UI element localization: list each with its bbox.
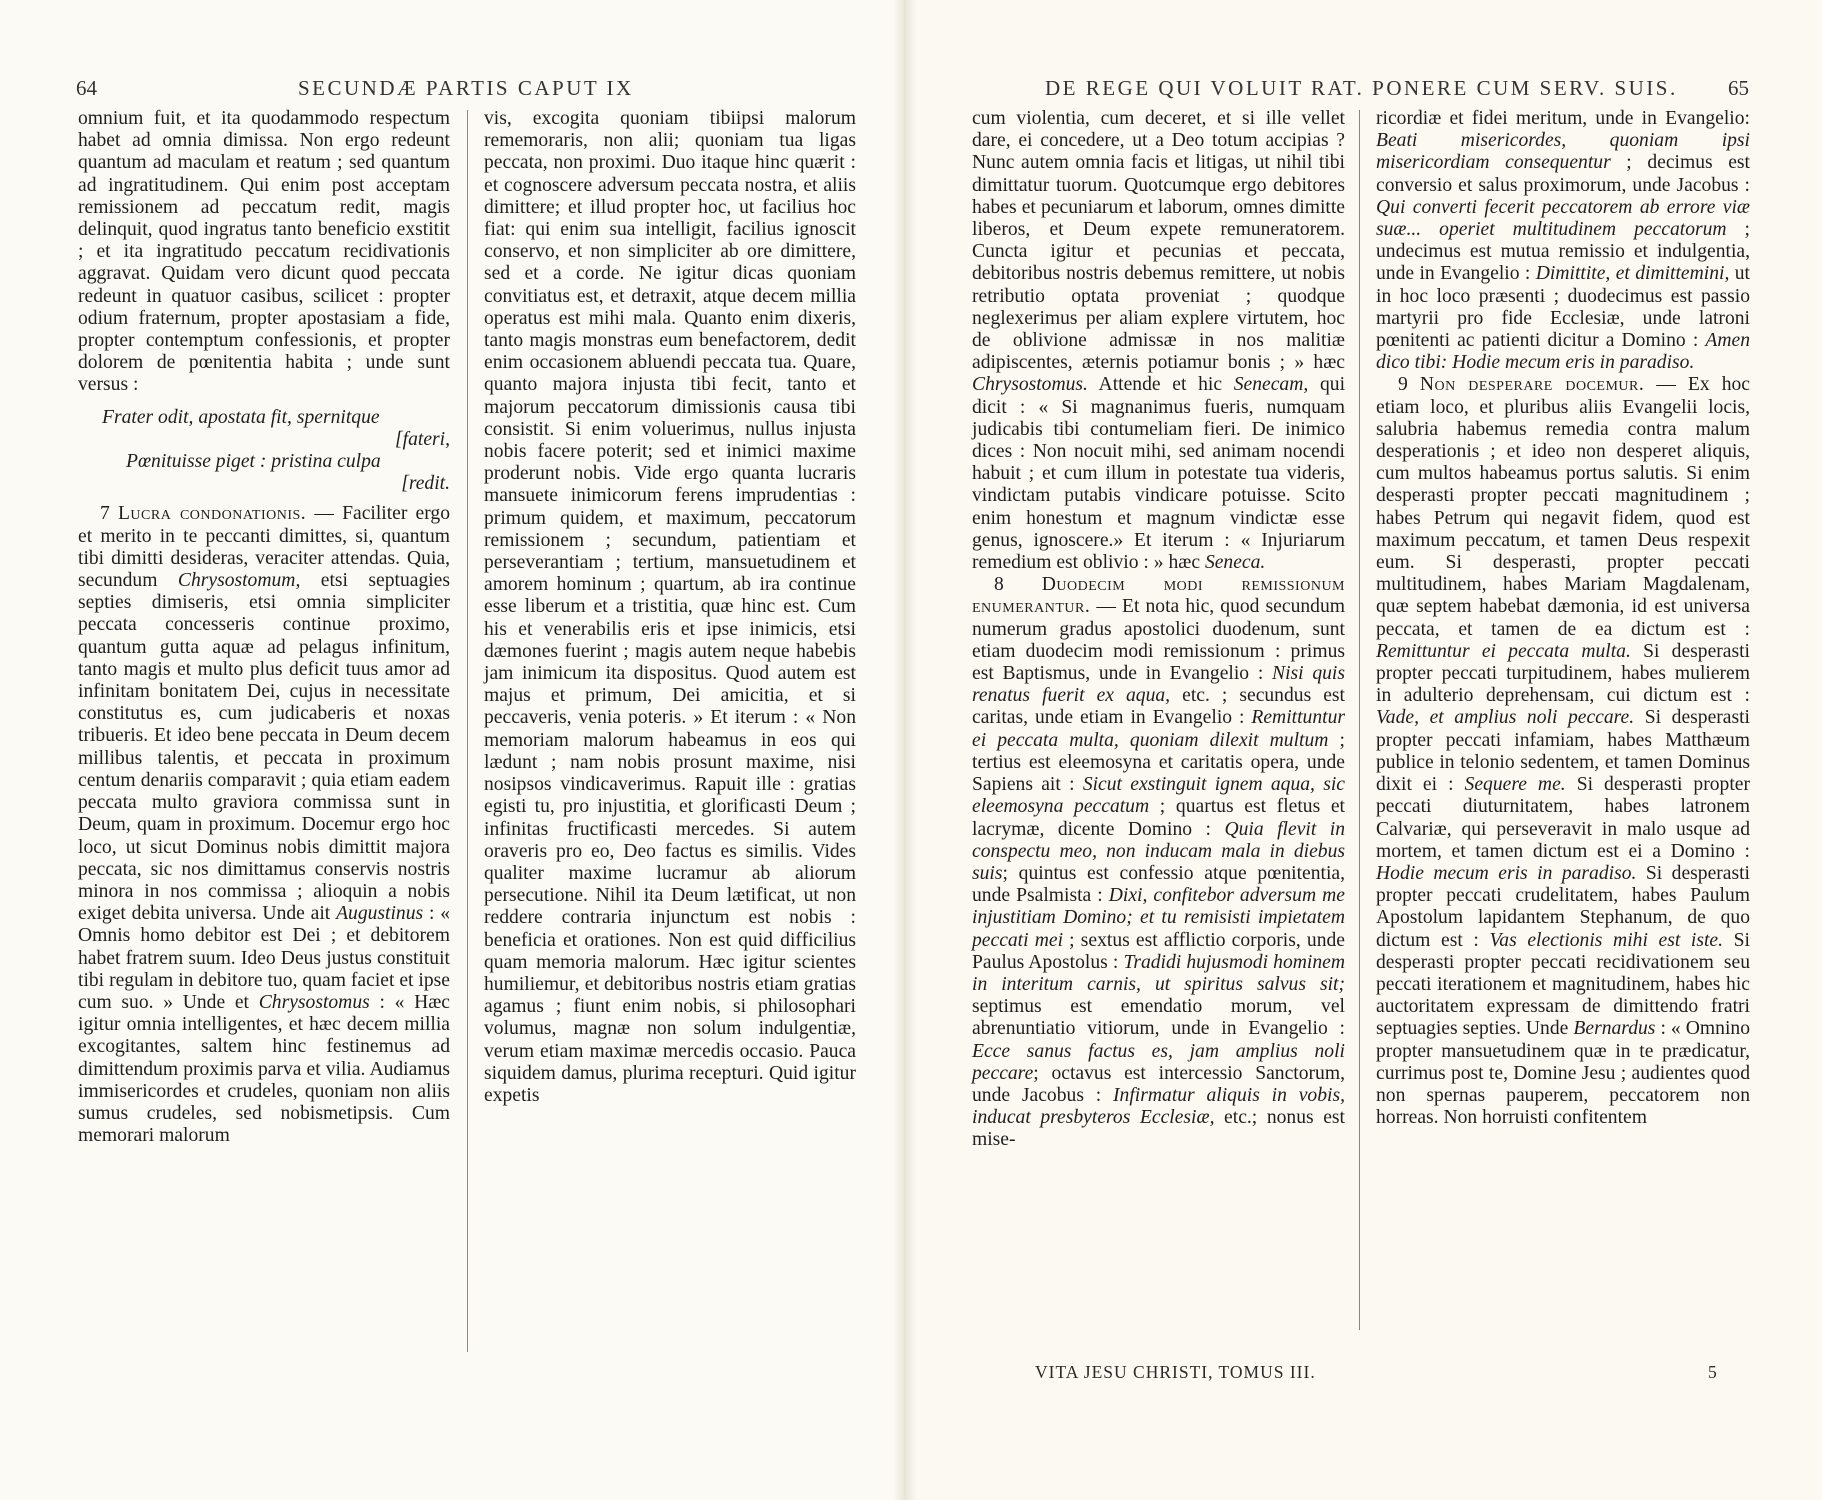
text-run: Si desperasti propter peccati diuturnitatem, habes latronem Calvariæ, qui perseveravit in malo usque ad mortem, et tamen dictum est ei a Domino :	[1376, 774, 1750, 862]
italic-text: Dimittite, et dimittemini,	[1535, 263, 1730, 285]
signature-mark: 5	[1708, 1362, 1718, 1382]
text-run: septimus est emendatio morum, vel abrenuntiatio vitiorum, unde in Evangelio :	[972, 996, 1345, 1040]
page-number-left: 64	[76, 76, 97, 100]
italic-text: Vade, et amplius noli peccare.	[1376, 707, 1635, 729]
footer-title: VITA JESU CHRISTI, TOMUS III.	[1035, 1362, 1316, 1382]
italic-text: Remittuntur ei peccata multa.	[1376, 640, 1631, 662]
text-run: ricordiæ et fidei meritum, unde in Evangelio:	[1376, 108, 1750, 129]
text-run: etsi septuagies septies dimiseris, etsi omnia simpliciter peccata concesseris continue proximo, quantum gutta aquæ ad pelagus infinitum, tanto magis et multo plus deficit tuus amor ad infinitam bonitatem Dei, cujus in necessitate constitutus es, cum judicaberis et noxas tribueris. Et ideo bene peccata in Deum decem millibus talentis, et peccata in proximum centum denariis comparavit ; quia etiam eadem peccata multo graviora commissa sunt in Deum, quam in proximum. Docemur ergo hoc loco, ut sicut Dominus nobis dimittit majora peccata, sic nos dimittamus conservis nostris minora in nos commissa ; alioquin a nobis exiget debita universa. Unde ait	[78, 570, 451, 925]
text-run: — Faciliter ergo et merito in te peccanti dimittes, si, quantum tibi dimitti desideras, veraciter attendas. Quia, secundum	[78, 503, 450, 592]
italic-text: Quia flevit in conspectu meo, non inducam mala in diebus suis	[972, 818, 1345, 884]
text-run: : « Omnino propter mansuetudinem quæ in te prædicatur, currimus post te, Domine Jesu ; audientes quod non spernas pauperem, peccatorem non horreas. Non horruisti confitentem	[1376, 1018, 1750, 1129]
italic-text: Chrysostomus.	[972, 374, 1088, 396]
italic-text: Remittuntur ei peccata multa, quoniam dilexit multum	[972, 707, 1345, 751]
italic-text: Beati misericordes, quoniam ipsi misericordiam consequentur	[1376, 130, 1750, 174]
text-run: — Et nota hic, quod secundum numerum gradus apostolici duodenum, sunt etiam duodecim modi remissionum : primus est Baptismus, unde in Evangelio :	[972, 596, 1345, 685]
verse-line: Frater odit, apostata fit, spernitque	[102, 406, 380, 428]
running-head-right: DE REGE QUI VOLUIT RAT. PONERE CUM SERV. SUIS.	[1045, 76, 1678, 100]
italic-text: Sicut exstinguit ignem aqua, sic eleemosyna peccatum	[972, 774, 1345, 818]
page-number-right: 65	[1728, 76, 1749, 100]
italic-text: Nisi quis renatus fuerit ex aqua,	[972, 663, 1345, 707]
italic-text: Amen dico tibi: Hodie mecum eris in paradiso.	[1376, 330, 1750, 374]
paragraph	[972, 108, 1345, 574]
text-run: Attende et hic	[1087, 374, 1223, 396]
section-number: 7	[100, 503, 110, 525]
paragraph	[972, 574, 1345, 1151]
text-run: ; octavus est intercessio Sanctorum, unde Jacobus :	[972, 1062, 1345, 1106]
italic-text: Chrysostomum,	[177, 570, 301, 592]
italic-text: Senecam,	[1233, 374, 1309, 396]
left-column-1	[78, 108, 450, 1147]
text-run: : « Hæc igitur omnia intelligentes, et hæc decem millia excogitantes, saltem hinc festinemus ad dimittendum proximis parva et vilia. Audiamus immisericordes et crudeles, quoniam non aliis sumus crudeles, sed nobismetipsis. Cum memorari malorum	[78, 991, 450, 1147]
section-heading: Duodecim modi remissionum enumerantur.	[972, 574, 1346, 618]
italic-text: Seneca.	[1204, 552, 1266, 574]
text-run: ; decimus est conversio et salus proximorum, unde Jacobus :	[1376, 152, 1750, 196]
text-run: ; undecimus est mutua remissio et indulgentia, unde in Evangelio :	[1376, 219, 1750, 285]
verse-line: Pœnituisse piget : pristina culpa	[126, 451, 381, 473]
left-column-2	[484, 108, 856, 1107]
verse-line: [redit.	[401, 473, 450, 495]
paragraph: omnium fuit, et ita quodammodo respectum habet ad omnia dimissa. Non ergo redeunt quantum ad maculam et reatum ; sed quantum ad ingratitudinem. Qui enim post acceptam remissionem ad peccatum redit, magis delinquit, quod ingratus tanto beneficio exstitit ; et ita ingratitudo peccatum recidivationis aggravat. Quidam vero dicunt quod peccata redeunt in quatuor casibus, scilicet : propter odium fraternum, propter apostasiam a fide, propter contemptum confessionis, et propter dolorem de pœnitentia habita ; unde sunt versus :	[78, 108, 450, 396]
italic-text: Dixi, confitebor adversum me injustitiam Domino; et tu remisisti impietatem peccati mei	[972, 885, 1345, 951]
italic-text: Tradidi hujusmodi hominem in interitum carnis, ut spiritus salvus sit;	[972, 951, 1345, 995]
italic-text: Augustinus	[336, 903, 424, 925]
paragraph	[1376, 108, 1750, 374]
italic-text: Chrysostomus	[258, 991, 370, 1013]
left-page	[0, 0, 905, 1500]
paragraph: vis, excogita quoniam tibiipsi malorum rememoraris, non alii; quoniam tua ligas peccata, non proximi. Duo itaque hinc quærit : et cognoscere adversum peccata nostra, et aliis dimittere; et illud propter hoc, ut facilius hoc fiat: qui enim sua intelligit, facilius ignoscit conservo, et non simpliciter ab ore dimittere, sed et a corde. Ne igitur dicas quoniam convitiatus est, et detraxit, atque decem millia operatus est mihi mala. Quanto enim dixeris, tanto magis monstras eum benefactorem, dedit enim occasionem abluendi peccata tua. Quare, quanto majora injusta tibi fecit, tanto et majorum peccatorum dimissionis causa tibi consistit. Si enim voluerimus, nullus injusta nobis facere poterit; sed et inimici maxime proderunt nobis. Vide ergo quanta lucraris mansuete inimicorum ferens imprudentias : primum quidem, et maximum, peccatorum remissionem ; secundum, patientiam et perseverantiam ; tertium, mansuetudinem et amorem hominum ; quartum, ab ira continue esse liberum et a tristitia, quæ hinc est. Cum his et venerabilis eris et ipse inimicis, etsi dæmones fuerint ; magis autem neque habebis jam inimicum ita dispositus. Quod autem est majus et primum, Dei amicitia, et si peccaveris, venia poteris. » Et iterum : « Non memoriam malorum habeamus in eos qui lædunt ; nam nobis prosunt maxime, nisi nosipsos vindicaverimus. Rapuit ille : gratias egisti tu, pro injustitia, et glorificasti Deum ; infinitas fructificasti mercedes. Si autem oraveris pro eo, Deo factus es similis. Vides qualiter maxime lucramur ab aliorum persecutione. Nihil ita Deum lætificat, ut non reddere contraria injunctum est nobis : beneficia et orationes. Non est quid difficilius quam memoria malorum. Hæc igitur scientes humiliemur, et debitoribus nostris etiam gratias agamus ; fiunt enim nobis, si philosophari volumus, magnæ non solum indulgentiæ, verum etiam maximæ mercedis occasio. Pauca siquidem damus, plurima recepturi. Quid igitur expetis	[484, 108, 856, 1106]
text-run: etc.; nonus est mise-	[972, 1107, 1346, 1151]
italic-text: Sequere me.	[1464, 774, 1566, 796]
text-run: Si desperasti propter peccati crudelitatem, habes Paulum Apostolum lapidantem Stephanum, de quo dictum est :	[1376, 862, 1750, 951]
italic-text: Hodie mecum eris in paradiso.	[1376, 862, 1637, 884]
text-run: — Ex hoc etiam loco, et pluribus aliis Evangelii locis, salubria habemus remedia contra malum desperationis ; et ideo non desperet aliquis, cum multos habeamus portus salutis. Si enim desperasti propter peccati magnitudinem ; habes Petrum qui negavit fidem, quod est maximum peccatum, et tamen Deus respexit eum. Si desperasti, propter peccati multitudinem, habes Mariam Magdalenam, quæ septem habebat dæmonia, id est universa peccata, et tamen de ea dictum est :	[1376, 374, 1750, 640]
text-run: ut in hoc loco præsenti ; duodecimus est passio martyrii pro fide Ecclesiæ, unde latroni pœnitenti ac patienti dicitur a Domino :	[1376, 263, 1750, 352]
text-run: Si desperasti propter peccati recidivationem seu peccati iterationem et magnitudinem, habes hic auctoritatem expressam de dimittendo fratri septuagies septies. Unde	[1376, 929, 1750, 1040]
running-head-left: SECUNDÆ PARTIS CAPUT IX	[298, 76, 634, 100]
verse-block	[78, 407, 450, 496]
italic-text: Infirmatur aliquis in vobis, inducat presbyteros Ecclesiæ,	[972, 1084, 1345, 1129]
italic-text: Ecce sanus factus es, jam amplius noli peccare	[972, 1040, 1345, 1084]
section-number: 9	[1398, 374, 1408, 396]
text-run: ; quintus est confessio atque pœnitentia, unde Psalmista :	[972, 862, 1345, 907]
italic-text: Qui converti fecerit peccatorem ab errore viæ suæ... operiet multitudinem peccatorum	[1376, 196, 1750, 241]
text-run: ; sextus est afflictio corporis, unde Paulus Apostolus :	[972, 929, 1346, 973]
text-run: : « Omnis homo debitor est Dei ; et debitorem habet fratrem suum. Ideo Deus justus constituit tibi regulam in debitore tuo, quam faciet et ipse cum suo. » Unde et	[78, 903, 450, 1013]
italic-text: Vas electionis mihi est iste.	[1489, 929, 1724, 951]
column-rule	[467, 110, 468, 1352]
text-run: ; quartus est fletus et lacrymæ, dicente Domino :	[972, 796, 1345, 840]
text-run: Si desperasti propter peccati turpitudinem, habes mulierem in adulterio deprehensam, cui dictum est :	[1376, 640, 1751, 707]
text-run: Si desperasti propter peccati infamiam, habes Matthæum publice in telonio sedentem, et tamen Dominus dixit ei :	[1376, 707, 1750, 796]
italic-text: Bernardus	[1573, 1018, 1656, 1040]
paragraph	[1376, 374, 1750, 1129]
text-run: ; tertius est eleemosyna et caritatis opera, unde Sapiens ait :	[972, 729, 1346, 796]
section-heading: Lucra condonationis.	[117, 503, 307, 525]
text-run: qui dicit : « Si magnanimus fueris, numquam judicabis tibi contumeliam fieri. De inimico dices : Non nocuit mihi, sed animam nocendi habuit ; et cum illum in potestate tua videris, vindictam putabis vindicare potuisse. Scito enim honestum et magnum vindictæ esse genus, ignoscere.» Et iterum : « Injuriarum remedium est oblivio : » hæc	[972, 374, 1346, 574]
text-run: etc. ; secundus est caritas, unde etiam in Evangelio :	[972, 685, 1345, 729]
paragraph	[78, 503, 450, 1147]
book-gutter	[893, 0, 917, 1500]
right-page	[905, 0, 1822, 1500]
right-column-2	[1376, 108, 1750, 1129]
section-heading: Non desperare docemur.	[1419, 374, 1645, 396]
section-number: 8	[994, 574, 1004, 596]
verse-line: [fateri,	[395, 428, 450, 450]
text-run: cum violentia, cum deceret, et si ille vellet dare, ei concedere, ut a Deo totum accipias ? Nunc autem omnia facis et litigas, ut nihil tibi dimittatur tuorum. Quotcumque ergo debitores habes et pecuniarum et laborum, omnes dimitte liberos, et Deum expete remuneratorem. Cuncta igitur et pecunias et peccata, debitoribus nostris debemus remittere, ut nobis retributio optata proveniat ; quodque neglexerimus per aliam explere virtutem, hoc de oblivione admissæ in nos malitiæ adipiscentes, æternis potiamur bonis ; » hæc	[972, 108, 1345, 374]
right-column-1	[972, 108, 1345, 1152]
column-rule	[1359, 110, 1360, 1330]
